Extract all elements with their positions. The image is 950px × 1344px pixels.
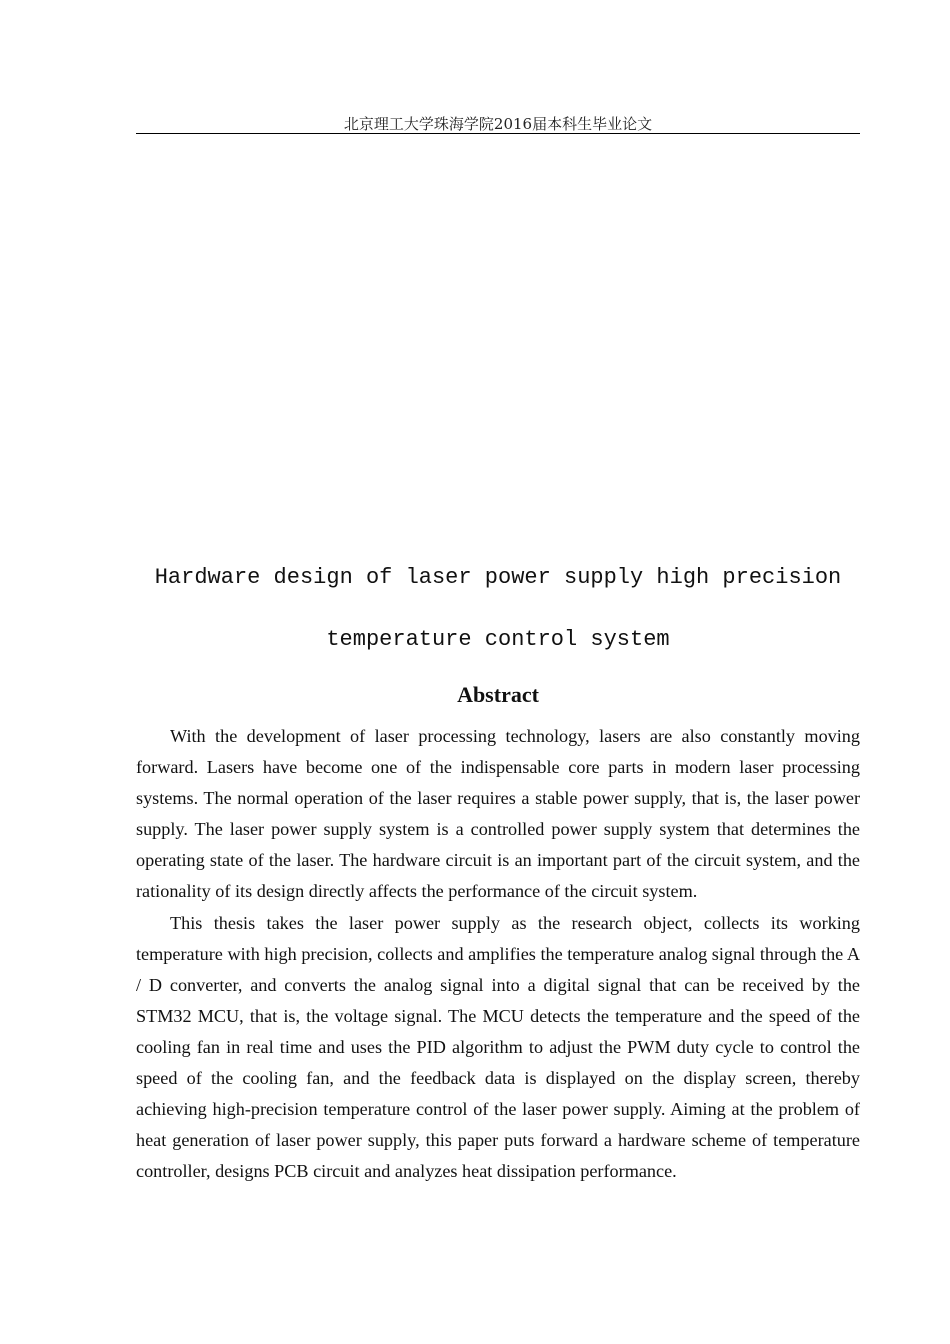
title-line-2: temperature control system bbox=[326, 627, 670, 652]
page-header: 北京理工大学珠海学院2016届本科生毕业论文 bbox=[343, 115, 653, 133]
abstract-body bbox=[136, 721, 860, 1187]
abstract-heading: Abstract bbox=[457, 682, 539, 707]
abstract-paragraph-2: This thesis takes the laser power supply as the research object, collects its working temperature with high precision, collects and amplifies the temperature analog signal through the A / D converter, and converts the analog signal into a digital signal that can be received by the STM32 MCU, that is, the voltage signal. The MCU detects the temperature and the speed of the cooling fan in real time and uses the PID algorithm to adjust the PWM duty cycle to control the speed of the cooling fan, and the feedback data is displayed on the display screen, thereby achieving high-precision temperature control of the laser power supply. Aiming at the problem of heat generation of laser power supply, this paper puts forward a hardware scheme of temperature controller, designs PCB circuit and analyzes heat dissipation performance. bbox=[136, 912, 860, 1182]
abstract-paragraph-1: With the development of laser processing technology, lasers are also constantly moving forward. Lasers have become one of the indispensable core parts in modern laser processing systems. The normal operation of the laser requires a stable power supply, that is, the laser power supply. The laser power supply system is a controlled power supply system that determines the operating state of the laser. The hardware circuit is an important part of the circuit system, and the rationality of its design directly affects the performance of the circuit system. bbox=[136, 726, 860, 902]
header-divider bbox=[136, 133, 860, 134]
thesis-title bbox=[136, 560, 860, 684]
title-line-1: Hardware design of laser power supply high precision bbox=[154, 565, 842, 590]
